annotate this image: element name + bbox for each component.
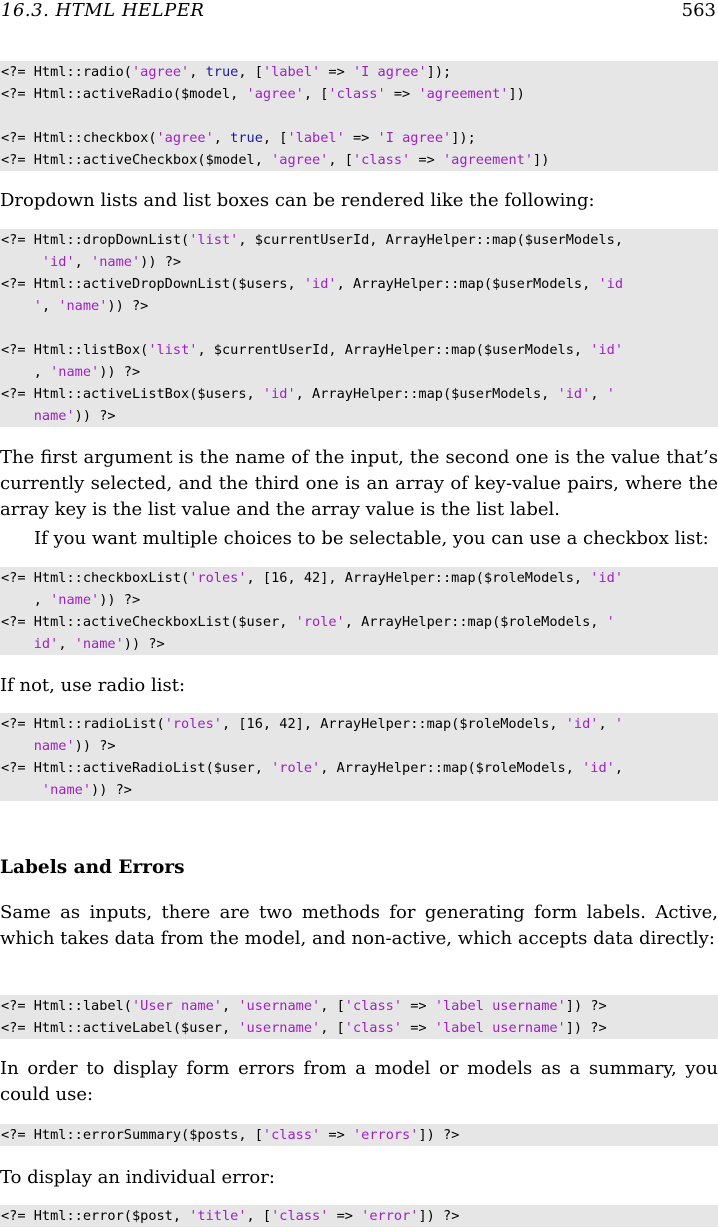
code-block-error	[0, 1205, 718, 1227]
code-string: 'title'	[189, 1208, 247, 1224]
code-text: <?= Html::activeRadio($model,	[1, 86, 247, 102]
page-header	[0, 0, 718, 22]
code-text: <?= Html::error($post,	[1, 1208, 190, 1224]
code-line	[1, 735, 718, 757]
code-text: , [	[238, 64, 263, 80]
code-text	[1, 782, 42, 798]
code-string: 'I agree'	[352, 64, 427, 80]
code-string: 'label'	[287, 130, 345, 146]
code-text: <?= Html::activeListBox($users,	[1, 386, 263, 402]
code-text: ,	[614, 760, 624, 776]
code-line	[1, 713, 718, 735]
code-text: <?= Html::listBox(	[1, 342, 149, 358]
code-text: ,	[221, 998, 239, 1014]
code-text: =>	[320, 1127, 353, 1143]
code-string: '	[606, 386, 615, 402]
paragraph-labels: Same as inputs, there are two methods for generating form labels. Active, which takes data from the model, and non-active, which accepts data directly:	[0, 902, 718, 949]
code-line	[1, 567, 718, 589]
code-line	[1, 633, 718, 655]
code-text: <?= Html::radioList(	[1, 716, 165, 732]
code-text: ,	[1, 364, 51, 380]
code-text	[1, 636, 34, 652]
code-string: '	[614, 716, 624, 732]
code-text: <?= Html::activeCheckboxList($user,	[1, 614, 296, 630]
code-text: =>	[402, 1020, 435, 1036]
code-text: , ArrayHelper::map($roleModels,	[320, 760, 583, 776]
code-text: =>	[320, 64, 353, 80]
code-text: ])	[533, 152, 550, 168]
code-text: =>	[328, 1208, 362, 1224]
code-text: ]) ?>	[565, 1020, 607, 1036]
code-text: =>	[410, 152, 443, 168]
code-string: 'User name'	[131, 998, 222, 1014]
code-text: , $currentUserId, ArrayHelper::map($userModels,	[197, 342, 591, 358]
code-string: '	[606, 614, 615, 630]
code-line	[1, 251, 718, 273]
code-text: )) ?>	[91, 782, 132, 798]
code-string: 'I agree'	[377, 130, 452, 146]
code-string: '	[33, 298, 42, 314]
code-string: name'	[33, 408, 75, 424]
code-block-dropdown-listbox	[0, 229, 718, 427]
code-keyword: true	[230, 130, 263, 146]
code-string: 'label'	[262, 64, 321, 80]
code-string: 'label username'	[434, 1020, 566, 1036]
code-block-error-summary	[0, 1124, 718, 1146]
code-string: 'class'	[271, 1208, 329, 1224]
code-text: =>	[344, 130, 378, 146]
code-line	[1, 339, 718, 361]
code-line	[1, 757, 718, 779]
code-text: =>	[385, 86, 419, 102]
code-line	[1, 995, 718, 1017]
code-text: , [	[328, 152, 353, 168]
code-line	[1, 383, 718, 405]
code-string: 'agreement'	[442, 152, 534, 168]
code-string: 'class'	[344, 998, 403, 1014]
code-string: 'agree'	[246, 86, 304, 102]
code-text: )) ?>	[74, 408, 116, 424]
code-text: )) ?>	[99, 592, 141, 608]
code-line	[1, 1017, 718, 1039]
code-string: 'agree'	[271, 152, 329, 168]
code-string: 'id'	[582, 760, 615, 776]
code-text: ,	[189, 64, 206, 80]
code-line	[1, 611, 718, 633]
code-block-radio-list	[0, 713, 718, 801]
code-string: 'roles'	[189, 570, 247, 586]
code-string: 'id'	[303, 276, 337, 292]
code-string: name'	[33, 738, 75, 754]
code-string: 'username'	[238, 998, 321, 1014]
code-text: <?= Html::activeRadioList($user,	[1, 760, 272, 776]
code-string: 'id'	[41, 254, 75, 270]
code-text: <?= Html::activeCheckbox($model,	[1, 152, 272, 168]
code-text: , [16, 42], ArrayHelper::map($roleModels,	[221, 716, 566, 732]
code-text	[1, 738, 34, 754]
code-text: )) ?>	[140, 254, 182, 270]
code-text: ,	[213, 130, 231, 146]
code-string: 'id'	[565, 716, 599, 732]
code-string: 'name'	[91, 254, 141, 270]
code-string: 'id'	[262, 386, 296, 402]
paragraph-error-summary: In order to display form errors from a model or models as a summary, you could use:	[0, 1058, 718, 1105]
code-text: , [	[303, 86, 329, 102]
code-text: =>	[402, 998, 435, 1014]
code-string: 'name'	[41, 782, 92, 798]
code-string: 'name'	[50, 364, 100, 380]
code-text: , [	[320, 998, 345, 1014]
code-text: ,	[1, 592, 51, 608]
code-text: )) ?>	[99, 364, 141, 380]
code-text: , [	[262, 130, 288, 146]
code-text: , [	[320, 1020, 345, 1036]
code-string: 'role'	[295, 614, 345, 630]
code-string: 'name'	[58, 298, 108, 314]
code-text: <?= Html::dropDownList(	[1, 232, 190, 248]
code-text: , ArrayHelper::map($roleModels,	[344, 614, 607, 630]
code-string: 'label username'	[434, 998, 566, 1014]
code-text: ])	[508, 86, 525, 102]
code-text: <?= Html::label(	[1, 998, 132, 1014]
code-string: 'name'	[74, 636, 124, 652]
code-keyword: true	[205, 64, 239, 80]
code-string: 'id'	[590, 570, 624, 586]
code-line	[1, 149, 718, 171]
code-line	[1, 361, 718, 383]
code-line	[1, 295, 718, 317]
code-text: ]) ?>	[565, 998, 607, 1014]
code-string: 'error'	[361, 1208, 419, 1224]
code-string: 'list'	[148, 342, 198, 358]
code-text: )) ?>	[123, 636, 165, 652]
code-string: 'agree'	[131, 64, 190, 80]
code-text: <?= Html::activeLabel($user,	[1, 1020, 239, 1036]
code-text: ]);	[426, 64, 452, 80]
code-line	[1, 127, 718, 149]
code-string: id'	[33, 636, 59, 652]
code-line	[1, 1205, 718, 1227]
code-text: ,	[590, 386, 607, 402]
code-string: 'username'	[238, 1020, 321, 1036]
section-heading-labels-errors: Labels and Errors	[0, 857, 185, 878]
paragraph-individual-error: To display an individual error:	[0, 1167, 275, 1188]
paragraph-dropdown-intro: Dropdown lists and list boxes can be rendered like the following:	[0, 190, 595, 211]
code-string: 'id'	[557, 386, 591, 402]
code-text: ,	[74, 254, 92, 270]
code-string: 'name'	[50, 592, 100, 608]
code-string: 'role'	[271, 760, 321, 776]
code-string: 'class'	[352, 152, 411, 168]
code-string: 'class'	[344, 1020, 403, 1036]
code-text: ,	[58, 636, 75, 652]
code-text: ,	[598, 716, 615, 732]
code-text	[1, 408, 34, 424]
code-text: ]) ?>	[418, 1127, 460, 1143]
paragraph-radio-list-intro: If not, use radio list:	[0, 675, 186, 696]
code-text: , ArrayHelper::map($userModels,	[295, 386, 558, 402]
code-text: ,	[41, 298, 59, 314]
code-blank-line	[1, 317, 718, 339]
section-title: 16.3. HTML HELPER	[1, 0, 205, 21]
code-line	[1, 405, 718, 427]
page-number: 563	[681, 0, 716, 21]
code-string: 'class'	[262, 1127, 321, 1143]
code-line	[1, 1124, 718, 1146]
code-block-labels	[0, 995, 718, 1039]
code-text: <?= Html::activeDropDownList($users,	[1, 276, 304, 292]
code-text: , $currentUserId, ArrayHelper::map($userModels,	[238, 232, 624, 248]
code-text: , [	[246, 1208, 272, 1224]
code-string: 'list'	[189, 232, 239, 248]
code-line	[1, 61, 718, 83]
code-string: 'errors'	[352, 1127, 419, 1143]
code-string: 'agreement'	[418, 86, 509, 102]
code-string: 'id'	[590, 342, 624, 358]
code-line	[1, 589, 718, 611]
code-string: 'roles'	[164, 716, 222, 732]
code-line	[1, 83, 718, 105]
code-text: )) ?>	[107, 298, 149, 314]
code-string: 'class'	[328, 86, 386, 102]
code-text: <?= Html::errorSummary($posts, [	[1, 1127, 263, 1143]
code-text	[1, 298, 34, 314]
code-line	[1, 229, 718, 251]
code-string: 'agree'	[156, 130, 214, 146]
code-text: ]) ?>	[418, 1208, 460, 1224]
code-blank-line	[1, 105, 718, 127]
code-text: )) ?>	[74, 738, 116, 754]
paragraph-arguments: The first argument is the name of the input, the second one is the value that’s currently selected, and the third one is an array of key-value pairs, where the array key is the list value and the array value is the list label.	[0, 447, 718, 520]
code-text	[1, 254, 42, 270]
code-line	[1, 779, 718, 801]
code-string: 'id	[598, 276, 624, 292]
code-text: <?= Html::checkbox(	[1, 130, 157, 146]
code-line	[1, 273, 718, 295]
paragraph-checkbox-list-intro: If you want multiple choices to be selectable, you can use a checkbox list:	[34, 528, 709, 549]
code-text: <?= Html::checkboxList(	[1, 570, 190, 586]
code-text: ]);	[451, 130, 476, 146]
code-text: <?= Html::radio(	[1, 64, 132, 80]
code-text: , ArrayHelper::map($userModels,	[336, 276, 599, 292]
code-block-radio-checkbox	[0, 61, 718, 171]
code-text: , [16, 42], ArrayHelper::map($roleModels,	[246, 570, 591, 586]
code-block-checkbox-list	[0, 567, 718, 655]
